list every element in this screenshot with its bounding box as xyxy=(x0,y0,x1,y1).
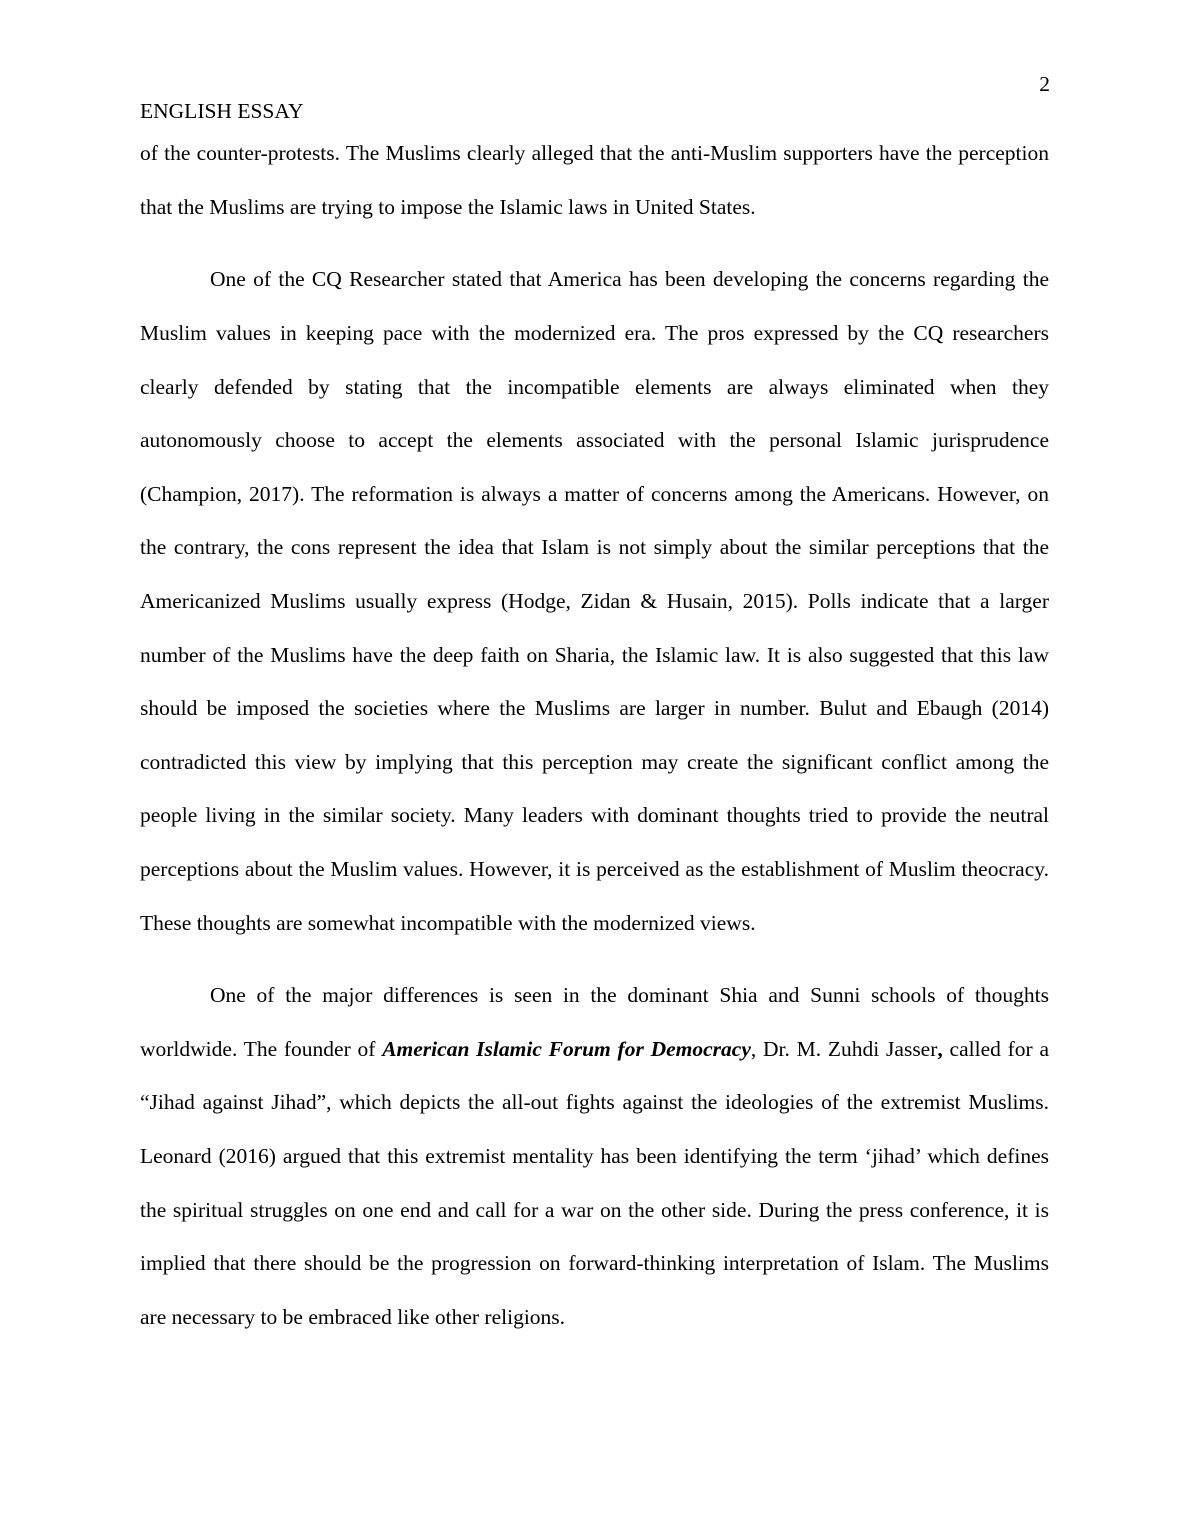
organization-name: American Islamic Forum for Democracy xyxy=(382,1036,751,1061)
essay-body xyxy=(140,127,1049,1344)
bold-comma: , xyxy=(937,1036,943,1061)
running-head: ENGLISH ESSAY xyxy=(140,99,304,123)
paragraph-shia-sunni xyxy=(140,969,1049,1344)
page-number: 2 xyxy=(1039,72,1050,96)
paragraph-text-middle: , Dr. M. Zuhdi Jasser xyxy=(750,1036,938,1061)
paragraph-cq-researcher: One of the CQ Researcher stated that America has been developing the concerns regarding the Muslim values in keeping pace with the modernized era. The pros expressed by the CQ researchers clearly defended by stating that the incompatible elements are always eliminated when they autonomously choose to accept the elements associated with the personal Islamic jurisprudence (Champion, 2017). The reformation is always a matter of concerns among the Americans. However, on the contrary, the cons represent the idea that Islam is not simply about the similar perceptions that the Americanized Muslims usually express (Hodge, Zidan & Husain, 2015). Polls indicate that a larger number of the Muslims have the deep faith on Sharia, the Islamic law. It is also suggested that this law should be imposed the societies where the Muslims are larger in number. Bulut and Ebaugh (2014) contradicted this view by implying that this perception may create the significant conflict among the people living in the similar society. Many leaders with dominant thoughts tried to provide the neutral perceptions about the Muslim values. However, it is perceived as the establishment of Muslim theocracy. These thoughts are somewhat incompatible with the modernized views. xyxy=(140,267,1049,935)
paragraph-continuation: of the counter-protests. The Muslims clearly alleged that the anti-Muslim supporters have the perception that the Muslims are trying to impose the Islamic laws in United States. xyxy=(140,141,1049,219)
paragraph-text-before: One of the major differences is seen in the dominant Shia and Sunni schools of thoughts worldwide. The founder of xyxy=(140,983,1049,1061)
paragraph-text-after: called for a “Jihad against Jihad”, which depicts the all-out fights against the ideologies of the extremist Muslims. Leonard (2016) argued that this extremist mentality has been identifying the term ‘jihad’ which defines the spiritual struggles on one end and call for a war on the other side. During the press conference, it is implied that there should be the progression on forward-thinking interpretation of Islam. The Muslims are necessary to be embraced like other religions. xyxy=(140,1036,1049,1329)
